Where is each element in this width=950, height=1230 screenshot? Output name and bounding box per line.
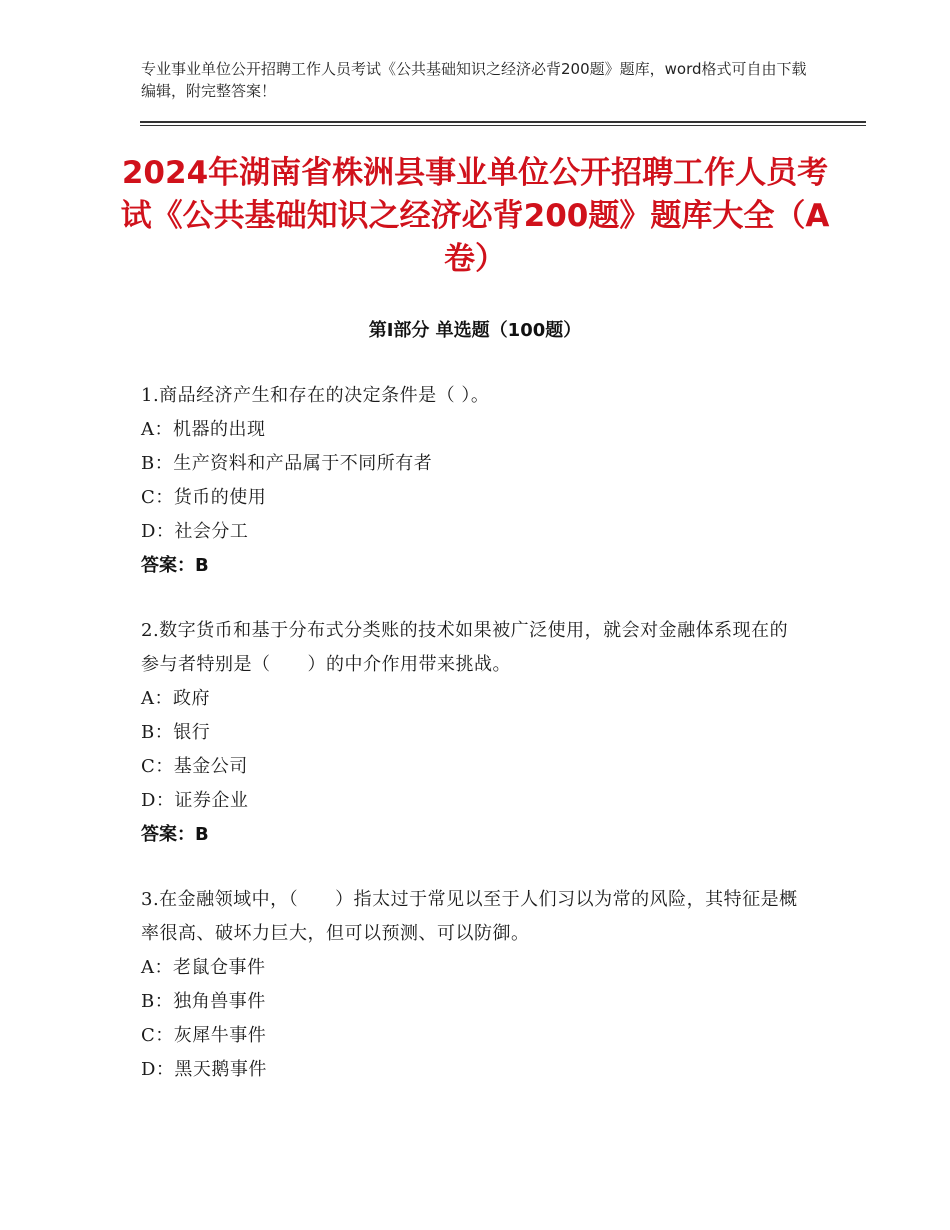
question-stem: 1.商品经济产生和存在的决定条件是（ ）。 [141, 385, 490, 406]
option-a: A：政府 [141, 688, 210, 709]
question-stem: 3.在金融领域中，（ ）指太过于常见以至于人们习以为常的风险，其特征是概率很高、破坏力巨大，但可以预测、可以防御。 [141, 889, 798, 944]
header-divider-thick [140, 121, 866, 123]
option-b: B：生产资料和产品属于不同所有者 [141, 453, 433, 474]
header-note: 专业事业单位公开招聘工作人员考试《公共基础知识之经济必背200题》题库，word格式可自由下载编辑，附完整答案！ [141, 60, 807, 100]
option-c: C：基金公司 [141, 756, 248, 777]
option-b: B：银行 [141, 722, 211, 743]
answer: 答案：B [141, 555, 209, 576]
option-d: D：社会分工 [141, 521, 249, 542]
section-title: 第Ⅰ部分 单选题（100题） [368, 320, 582, 341]
answer: 答案：B [141, 824, 209, 845]
document-title: 2024年湖南省株洲县事业单位公开招聘工作人员考试《公共基础知识之经济必背200题》题库大全（A卷） [120, 155, 830, 277]
option-c: C：灰犀牛事件 [141, 1025, 267, 1046]
question-2 [141, 614, 806, 852]
option-b: B：独角兽事件 [141, 991, 266, 1012]
option-d: D：证券企业 [141, 790, 249, 811]
question-3 [141, 883, 806, 1087]
question-stem: 2.数字货币和基于分布式分类账的技术如果被广泛使用，就会对金融体系现在的参与者特别是（ ）的中介作用带来挑战。 [141, 620, 789, 675]
question-list [141, 379, 806, 1118]
question-1 [141, 379, 806, 583]
option-a: A：机器的出现 [141, 419, 266, 440]
option-c: C：货币的使用 [141, 487, 267, 508]
header-divider-thin [140, 125, 866, 126]
option-a: A：老鼠仓事件 [141, 957, 266, 978]
option-d: D：黑天鹅事件 [141, 1059, 267, 1080]
